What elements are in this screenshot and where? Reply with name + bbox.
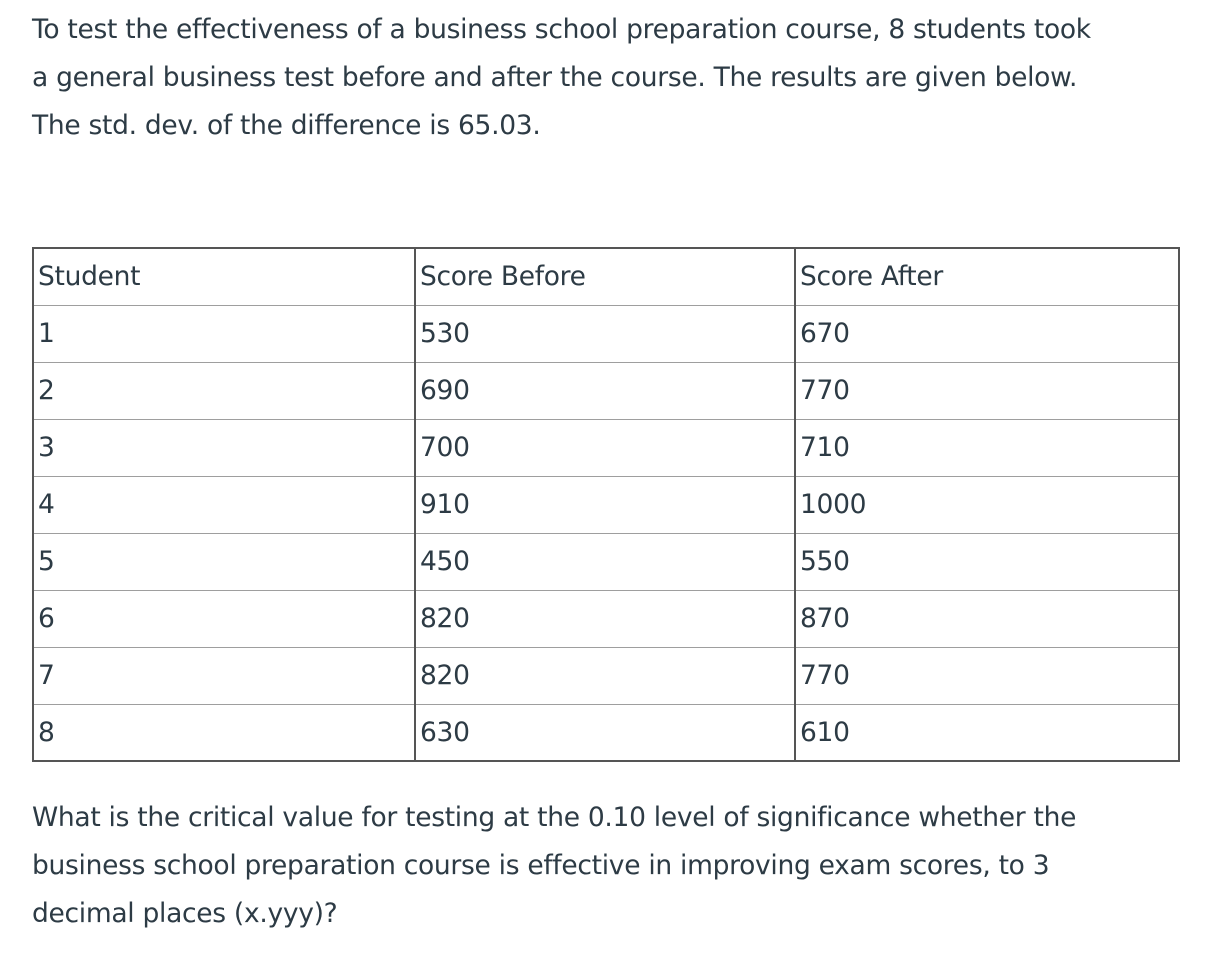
cell-score-before: 820 bbox=[415, 647, 795, 704]
cell-score-after: 1000 bbox=[795, 476, 1179, 533]
cell-score-before: 450 bbox=[415, 533, 795, 590]
cell-student: 2 bbox=[33, 362, 415, 419]
cell-student: 8 bbox=[33, 704, 415, 761]
cell-score-before: 530 bbox=[415, 305, 795, 362]
cell-score-after: 770 bbox=[795, 647, 1179, 704]
cell-score-before: 690 bbox=[415, 362, 795, 419]
cell-score-after: 670 bbox=[795, 305, 1179, 362]
cell-score-after: 610 bbox=[795, 704, 1179, 761]
cell-score-after: 870 bbox=[795, 590, 1179, 647]
problem-statement bbox=[32, 6, 1178, 150]
cell-student: 3 bbox=[33, 419, 415, 476]
cell-student: 6 bbox=[33, 590, 415, 647]
table-header-row bbox=[33, 248, 1179, 305]
problem-statement-line: a general business test before and after the course. The results are given below. bbox=[32, 62, 1078, 93]
column-header-score-after: Score After bbox=[795, 248, 1179, 305]
cell-student: 5 bbox=[33, 533, 415, 590]
table-row bbox=[33, 647, 1179, 704]
table-row bbox=[33, 590, 1179, 647]
table-row bbox=[33, 476, 1179, 533]
column-header-student: Student bbox=[33, 248, 415, 305]
cell-score-before: 820 bbox=[415, 590, 795, 647]
question-prompt-line: decimal places (x.yyy)? bbox=[32, 898, 338, 929]
cell-score-before: 630 bbox=[415, 704, 795, 761]
table-row bbox=[33, 305, 1179, 362]
cell-score-before: 910 bbox=[415, 476, 795, 533]
table-row bbox=[33, 533, 1179, 590]
cell-student: 4 bbox=[33, 476, 415, 533]
scores-table bbox=[32, 247, 1180, 762]
cell-score-after: 770 bbox=[795, 362, 1179, 419]
question-prompt-line: business school preparation course is effective in improving exam scores, to 3 bbox=[32, 850, 1050, 881]
cell-student: 1 bbox=[33, 305, 415, 362]
table-row bbox=[33, 362, 1179, 419]
cell-student: 7 bbox=[33, 647, 415, 704]
cell-score-after: 710 bbox=[795, 419, 1179, 476]
cell-score-after: 550 bbox=[795, 533, 1179, 590]
question-prompt bbox=[32, 794, 1178, 938]
column-header-score-before: Score Before bbox=[415, 248, 795, 305]
table-row bbox=[33, 419, 1179, 476]
table-row bbox=[33, 704, 1179, 761]
problem-statement-line: To test the effectiveness of a business school preparation course, 8 students took bbox=[32, 14, 1091, 45]
question-prompt-line: What is the critical value for testing at the 0.10 level of significance whether the bbox=[32, 802, 1077, 833]
cell-score-before: 700 bbox=[415, 419, 795, 476]
problem-statement-line: The std. dev. of the difference is 65.03. bbox=[32, 110, 541, 141]
